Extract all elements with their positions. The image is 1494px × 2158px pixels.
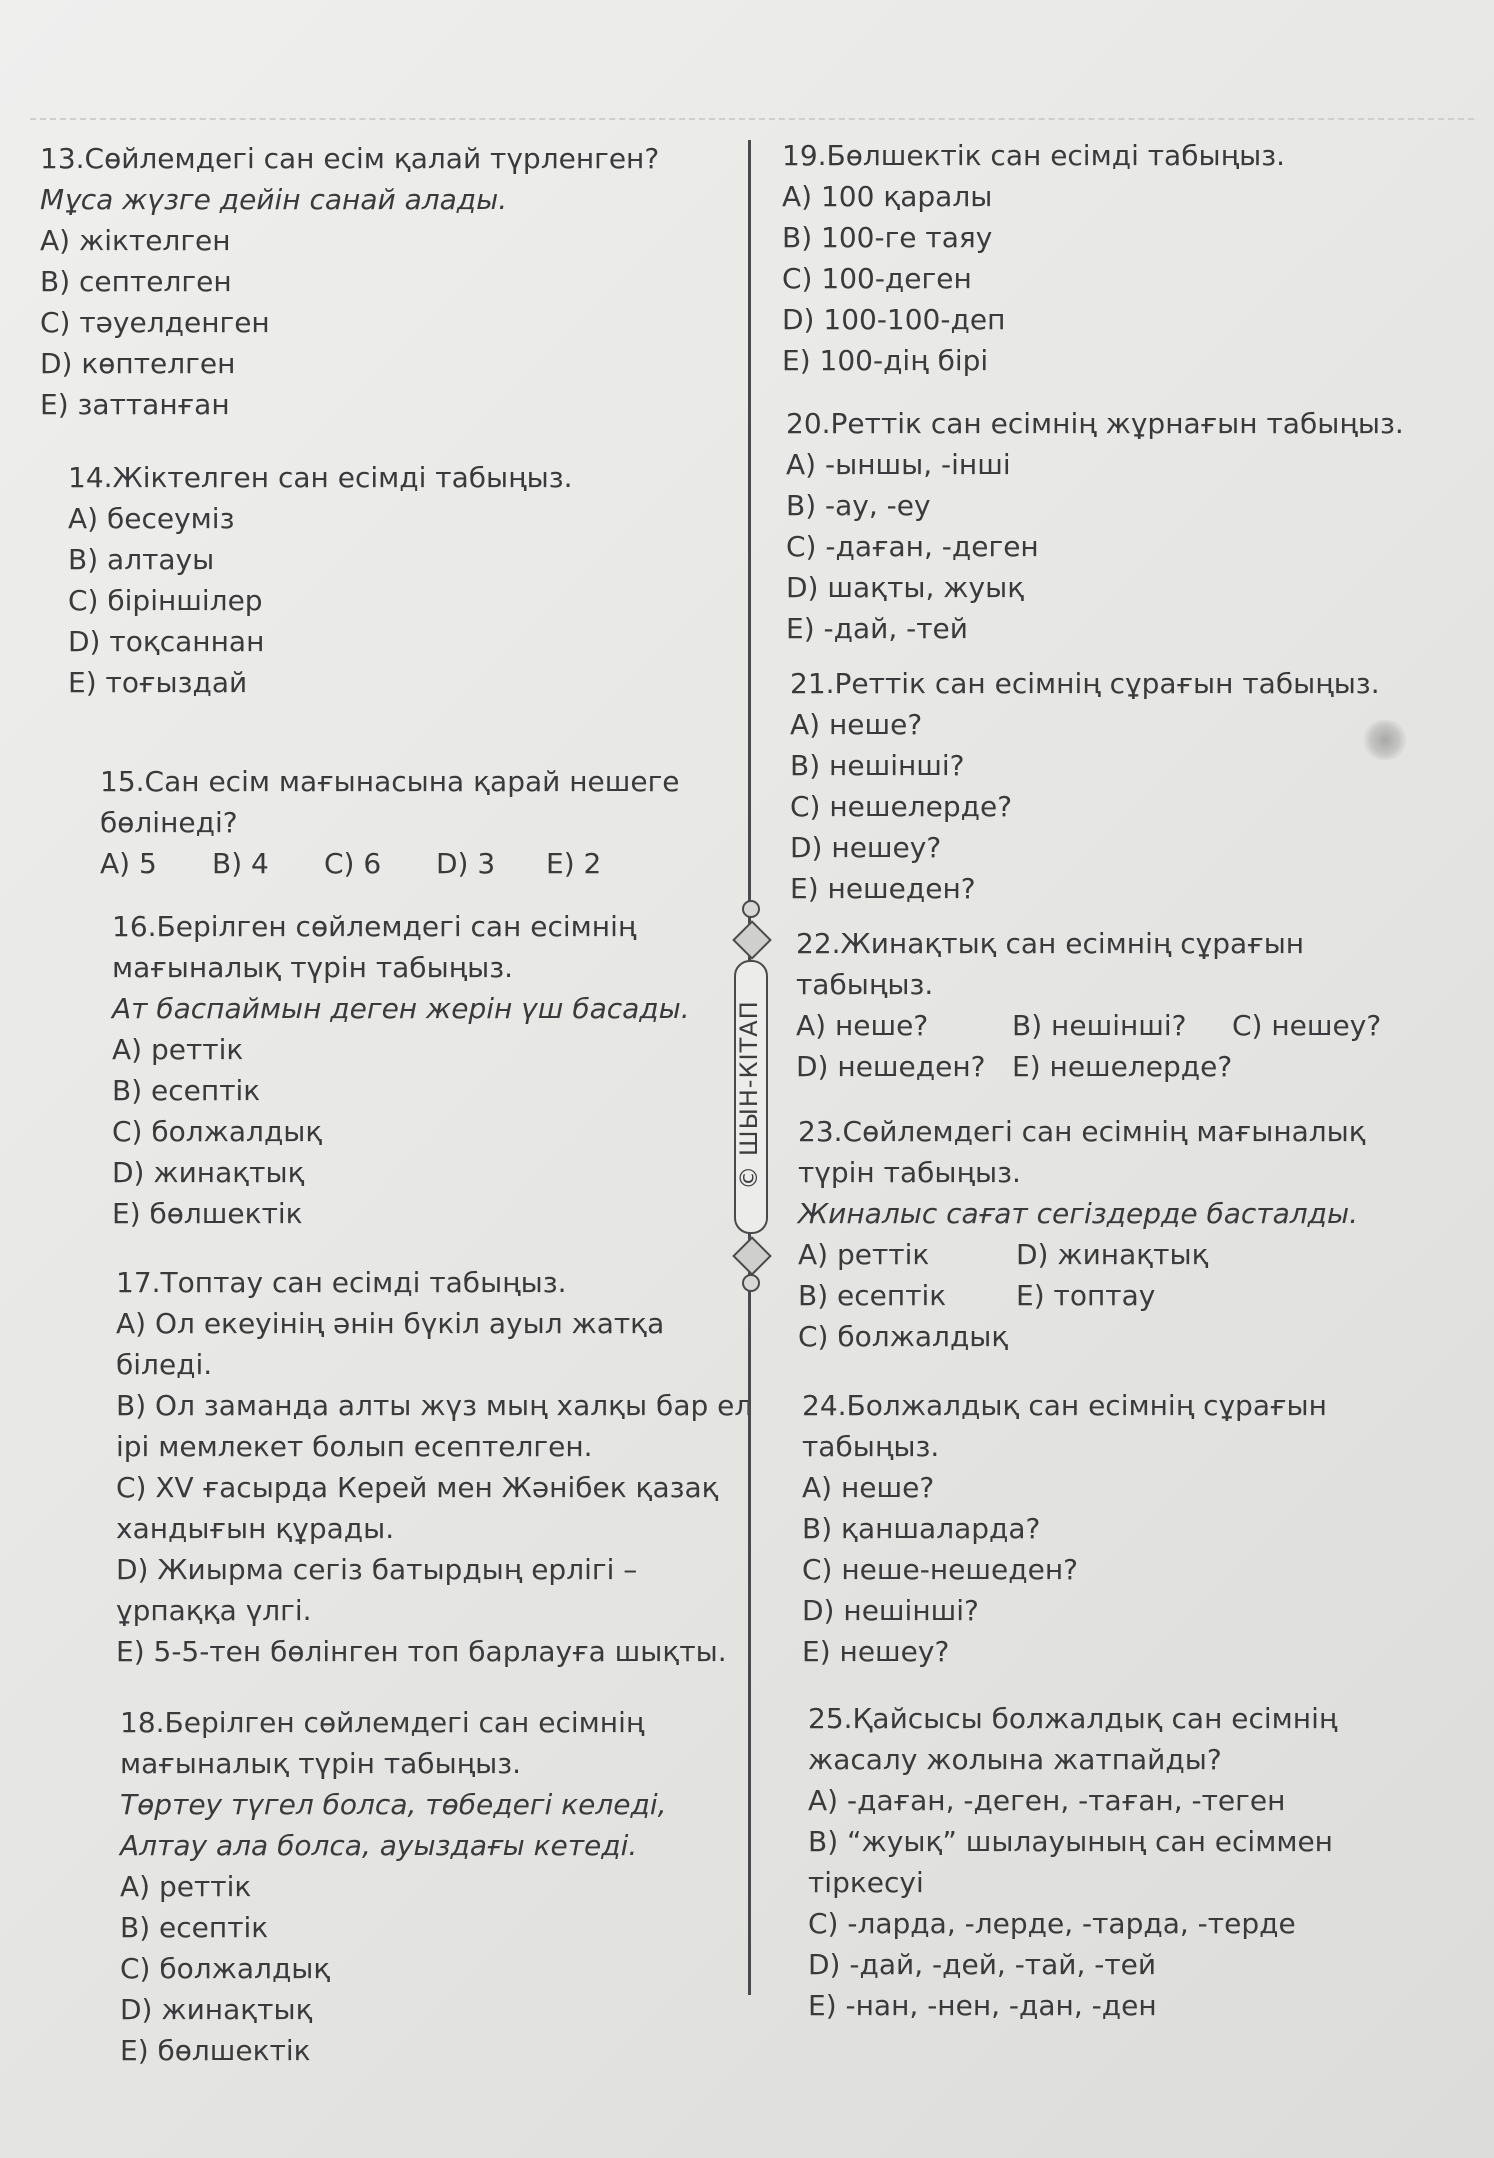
answer-option: B) септелген xyxy=(40,265,232,298)
answer-option-cont: тіркесуі xyxy=(808,1866,924,1899)
answer-option: D) жинақтық xyxy=(120,1993,313,2026)
answer-options-row xyxy=(100,843,760,884)
answer-option: A) бесеуміз xyxy=(68,502,235,535)
answer-option: A) Ол екеуінің әнін бүкіл ауыл жатқа xyxy=(116,1307,665,1340)
brand-hexagon-icon xyxy=(732,920,772,960)
answer-option: C) 100-деген xyxy=(782,262,972,295)
question-title-cont: табыңыз. xyxy=(802,1430,940,1463)
question-title: 14.Жіктелген сан есімді табыңыз. xyxy=(68,461,573,494)
answer-option-cont: хандығын құрады. xyxy=(116,1512,395,1545)
question-title: 24.Болжалдық сан есімнің сұрағын xyxy=(802,1389,1327,1422)
question-16 xyxy=(40,906,760,1234)
answer-option: B) 100-ге таяу xyxy=(782,221,993,254)
question-22 xyxy=(782,923,1422,1087)
example-sentence: Мұса жүзге дейін санай алады. xyxy=(40,183,508,216)
answer-option: D) 3 xyxy=(436,847,496,880)
question-title-cont: жасалу жолына жатпайды? xyxy=(808,1743,1222,1776)
answer-option: C) неше-нешеден? xyxy=(802,1553,1078,1586)
answer-option: E) 2 xyxy=(546,847,602,880)
brand-hexagon-icon xyxy=(732,1236,772,1276)
brand-label: © ШЫН-КІТАП xyxy=(735,1000,763,1190)
answer-option: C) нешелерде? xyxy=(790,790,1013,823)
answer-option: C) 6 xyxy=(324,847,382,880)
answer-option: E) топтау xyxy=(1016,1279,1156,1312)
answer-option: B) есептік xyxy=(120,1911,269,1944)
answer-option: B) есептік xyxy=(798,1279,947,1312)
answer-option: D) көптелген xyxy=(40,347,236,380)
answer-option: E) 5-5-тен бөлінген топ барлауға шықты. xyxy=(116,1635,727,1668)
answer-option: A) неше? xyxy=(790,708,923,741)
answer-option: B) нешінші? xyxy=(790,749,965,782)
answer-option: E) -нан, -нен, -дан, -ден xyxy=(808,1989,1157,2022)
answer-option: B) нешінші? xyxy=(1012,1009,1187,1042)
answer-option: B) 4 xyxy=(212,847,269,880)
answer-options-row xyxy=(798,1234,1422,1275)
answer-option: E) тоғыздай xyxy=(68,666,248,699)
answer-options-row xyxy=(796,1005,1422,1046)
answer-option-cont: біледі. xyxy=(116,1348,213,1381)
answer-option: C) -ларда, -лерде, -тарда, -терде xyxy=(808,1907,1296,1940)
answer-option: A) реттік xyxy=(112,1033,244,1066)
answer-option: D) -дай, -дей, -тай, -тей xyxy=(808,1948,1157,1981)
answer-option: A) реттік xyxy=(798,1238,930,1271)
right-column xyxy=(782,135,1422,2036)
left-column xyxy=(40,138,760,2081)
answer-option: B) Ол заманда алты жүз мың халқы бар ел xyxy=(116,1389,753,1422)
answer-option: A) жіктелген xyxy=(40,224,231,257)
answer-option: A) 5 xyxy=(100,847,157,880)
brand-dot-icon xyxy=(742,900,760,918)
answer-option-cont: ірі мемлекет болып есептелген. xyxy=(116,1430,593,1463)
answer-option: A) неше? xyxy=(802,1471,935,1504)
answer-option: E) нешеден? xyxy=(790,872,976,905)
answer-option: A) неше? xyxy=(796,1009,929,1042)
answer-option: D) нешеден? xyxy=(796,1050,986,1083)
example-sentence: Ат баспаймын деген жерін үш басады. xyxy=(112,992,690,1025)
question-17 xyxy=(40,1262,760,1672)
answer-option: D) нешінші? xyxy=(802,1594,979,1627)
answer-option: E) -дай, -тей xyxy=(786,612,968,645)
answer-option: B) қаншаларда? xyxy=(802,1512,1041,1545)
answer-option: C) XV ғасырда Керей мен Жәнібек қазақ xyxy=(116,1471,719,1504)
answer-option: C) нешеу? xyxy=(1232,1009,1382,1042)
answer-option: E) бөлшектік xyxy=(120,2034,311,2067)
answer-option: E) 100-дің бірі xyxy=(782,344,989,377)
question-title: 22.Жинақтық сан есімнің сұрағын xyxy=(796,927,1305,960)
question-title: 13.Сөйлемдегі сан есім қалай түрленген? xyxy=(40,142,660,175)
question-21 xyxy=(782,663,1422,909)
question-title-cont: мағыналық түрін табыңыз. xyxy=(112,951,514,984)
question-title: 25.Қайсысы болжалдық сан есімнің xyxy=(808,1702,1338,1735)
question-13 xyxy=(40,138,760,425)
answer-option: D) жинақтық xyxy=(112,1156,305,1189)
answer-option: D) нешеу? xyxy=(790,831,942,864)
question-title: 23.Сөйлемдегі сан есімнің мағыналық xyxy=(798,1115,1366,1148)
question-title: 20.Реттік сан есімнің жұрнағын табыңыз. xyxy=(786,407,1404,440)
answer-option: A) 100 қаралы xyxy=(782,180,993,213)
answer-option: B) -ау, -еу xyxy=(786,489,931,522)
answer-option-cont: ұрпаққа үлгі. xyxy=(116,1594,312,1627)
question-title-cont: бөлінеді? xyxy=(100,806,238,839)
question-23 xyxy=(782,1111,1422,1357)
question-25 xyxy=(782,1698,1422,2026)
question-title-cont: табыңыз. xyxy=(796,968,934,1001)
answer-option: A) реттік xyxy=(120,1870,252,1903)
question-title: 21.Реттік сан есімнің сұрағын табыңыз. xyxy=(790,667,1380,700)
example-sentence-cont: Алтау ала болса, ауыздағы кетеді. xyxy=(120,1829,638,1862)
question-18 xyxy=(40,1702,760,2071)
paper-smudge xyxy=(1360,720,1410,760)
question-24 xyxy=(782,1385,1422,1672)
answer-option: A) -даған, -деген, -таған, -теген xyxy=(808,1784,1286,1817)
question-title-cont: мағыналық түрін табыңыз. xyxy=(120,1747,522,1780)
answer-option: B) есептік xyxy=(112,1074,261,1107)
question-14 xyxy=(40,457,760,703)
answer-option: D) 100-100-деп xyxy=(782,303,1006,336)
question-15 xyxy=(40,761,760,884)
question-title: 16.Берілген сөйлемдегі сан есімнің xyxy=(112,910,637,943)
question-title: 18.Берілген сөйлемдегі сан есімнің xyxy=(120,1706,645,1739)
answer-option: A) -ыншы, -інші xyxy=(786,448,1011,481)
example-sentence: Төртеу түгел болса, төбедегі келеді, xyxy=(120,1788,667,1821)
answer-option: D) тоқсаннан xyxy=(68,625,265,658)
question-title: 19.Бөлшектік сан есімді табыңыз. xyxy=(782,139,1285,172)
question-title-cont: түрін табыңыз. xyxy=(798,1156,1021,1189)
answer-option: C) -даған, -деген xyxy=(786,530,1039,563)
answer-options-row xyxy=(796,1046,1422,1087)
answer-option: E) бөлшектік xyxy=(112,1197,303,1230)
question-title: 15.Сан есім мағынасына қарай нешеге xyxy=(100,765,680,798)
answer-option: E) заттанған xyxy=(40,388,230,421)
answer-option: D) Жиырма сегіз батырдың ерлігі – xyxy=(116,1553,638,1586)
answer-option: B) “жуық” шылауының сан есіммен xyxy=(808,1825,1333,1858)
answer-option: D) шақты, жуық xyxy=(786,571,1025,604)
answer-option: C) болжалдық xyxy=(112,1115,323,1148)
answer-option: B) алтауы xyxy=(68,543,215,576)
answer-option: C) болжалдық xyxy=(120,1952,331,1985)
answer-option: C) болжалдық xyxy=(798,1320,1009,1353)
brand-dot-icon xyxy=(742,1274,760,1292)
answer-options-row xyxy=(798,1275,1422,1316)
example-sentence: Жиналыс сағат сегіздерде басталды. xyxy=(798,1197,1359,1230)
question-20 xyxy=(782,403,1422,649)
answer-option: C) тәуелденген xyxy=(40,306,270,339)
answer-option: C) біріншілер xyxy=(68,584,263,617)
question-19 xyxy=(782,135,1422,381)
question-title: 17.Топтау сан есімді табыңыз. xyxy=(116,1266,567,1299)
answer-option: D) жинақтық xyxy=(1016,1238,1209,1271)
answer-option: E) нешеу? xyxy=(802,1635,950,1668)
page-top-edge xyxy=(30,118,1474,120)
publisher-brand xyxy=(730,890,770,1290)
answer-option: E) нешелерде? xyxy=(1012,1050,1233,1083)
